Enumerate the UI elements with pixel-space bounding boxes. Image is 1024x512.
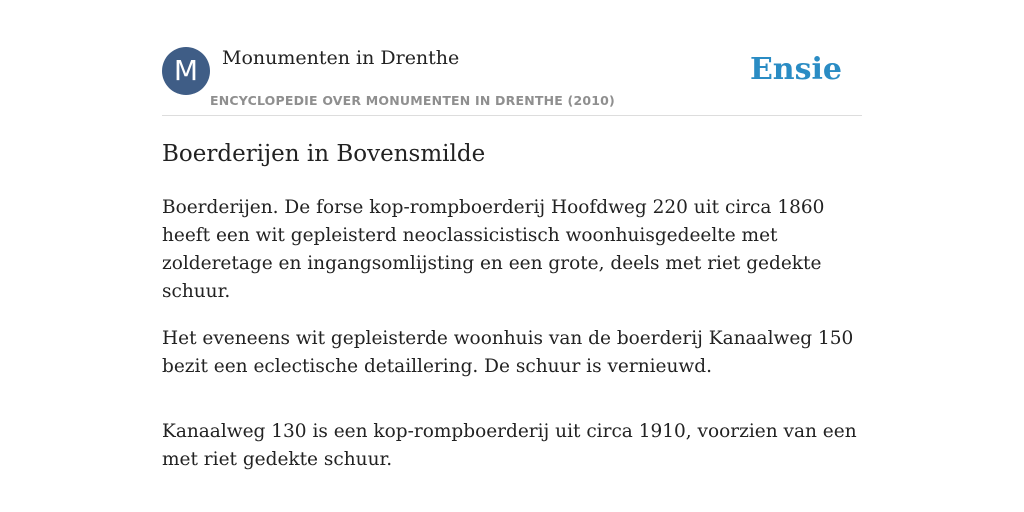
paragraph: Kanaalweg 130 is een kop-rompboerderij uit circa 1910, voorzien van een met riet gedekte schuur. [162, 421, 857, 470]
site-header [162, 46, 862, 116]
paragraph: Boerderijen. De forse kop-rompboerderij Hoofdweg 220 uit circa 1860 heeft een wit gepleisterd neoclassicistisch woonhuisgedeelte met zolderetage en ingangsomlijsting en een grote, deels met riet gedekte schuur. [162, 197, 825, 302]
brand-logo[interactable]: Ensie [749, 52, 842, 87]
avatar[interactable]: M [162, 47, 210, 95]
paragraph: Het eveneens wit gepleisterde woonhuis van de boerderij Kanaalweg 150 bezit een eclectische detaillering. De schuur is vernieuwd. [162, 328, 854, 377]
page-title: Boerderijen in Bovensmilde [162, 141, 486, 167]
site-subtitle: ENCYCLOPEDIE OVER MONUMENTEN IN DRENTHE (2010) [210, 93, 615, 108]
article [162, 138, 872, 493]
site-title[interactable]: Monumenten in Drenthe [222, 47, 460, 69]
